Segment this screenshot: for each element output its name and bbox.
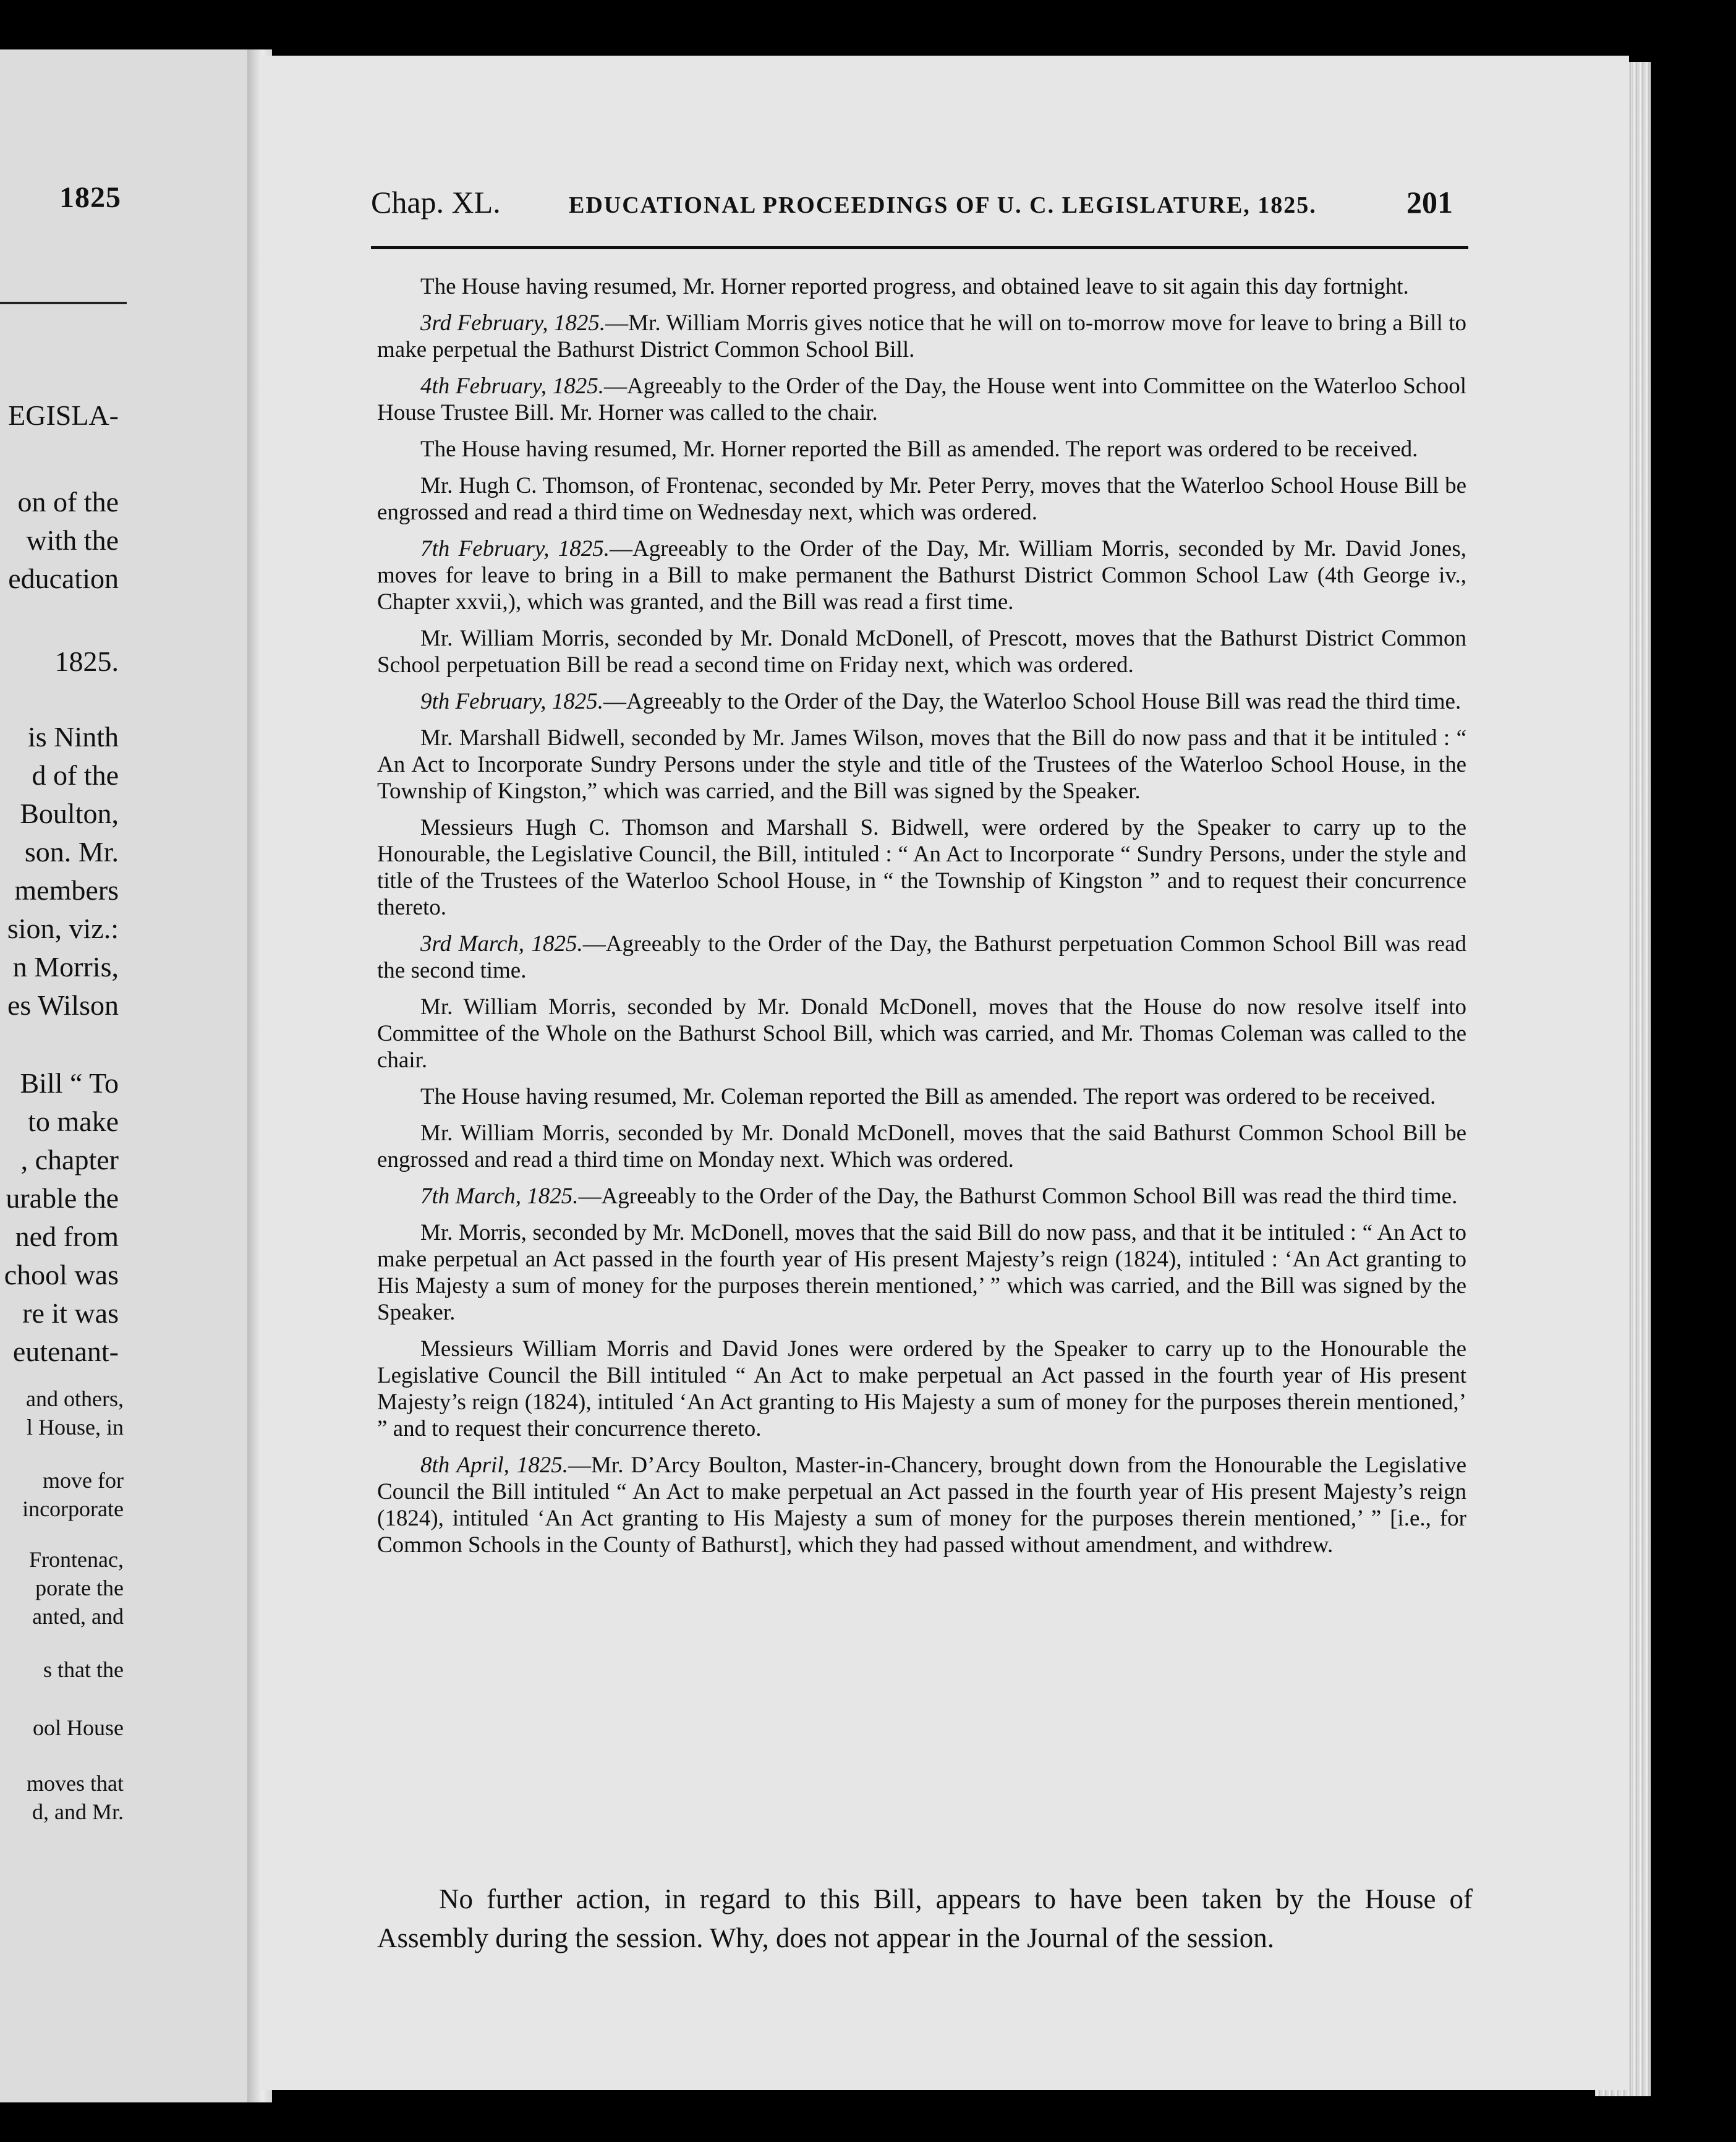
left-page-fragment: with the xyxy=(26,524,119,556)
left-page-year: 1825 xyxy=(59,181,121,214)
journal-entry xyxy=(377,1120,1466,1173)
entry-text: —Agreeably to the Order of the Day, the Waterloo School House Bill was read the third time. xyxy=(603,689,1462,714)
left-page-fragment: anted, and xyxy=(32,1604,124,1629)
left-page-fragment: Frontenac, xyxy=(29,1547,124,1572)
left-page-fragment: moves that xyxy=(27,1771,124,1796)
body-text xyxy=(377,273,1466,1568)
left-page-fragment: members xyxy=(14,874,119,906)
left-page-fragment: and others, xyxy=(26,1386,124,1411)
journal-entry xyxy=(377,994,1466,1073)
left-page-fragment: porate the xyxy=(35,1576,124,1600)
journal-entry xyxy=(377,273,1466,300)
entry-text: Messieurs William Morris and David Jones were ordered by the Speaker to carry up to the Honourable the Legislative Council the Bill intituled “ An Act to make perpetual an Act passed in the fourth year of His present Majesty’s reign (1824), intituled ‘An Act granting to His Majesty a sum of money for the purposes therein mentioned,’ ” and to request their concurrence thereto. xyxy=(377,1336,1466,1441)
journal-entry xyxy=(377,1336,1466,1442)
left-page-fragment: Bill “ To xyxy=(20,1067,119,1099)
left-page-fragment: l House, in xyxy=(27,1415,124,1440)
entry-text: Mr. Hugh C. Thomson, of Frontenac, seconded by Mr. Peter Perry, moves that the Waterloo School House Bill be engrossed and read a third time on Wednesday next, which was ordered. xyxy=(377,473,1466,525)
left-page-fragment: EGISLA- xyxy=(8,399,119,431)
journal-entry xyxy=(377,931,1466,984)
journal-entry xyxy=(377,814,1466,921)
entry-date: 3rd March, 1825. xyxy=(420,931,583,957)
left-page-fragment: to make xyxy=(28,1106,119,1137)
entry-text: The House having resumed, Mr. Horner reported the Bill as amended. The report was ordered to be received. xyxy=(420,437,1418,462)
left-page-fragment: ned from xyxy=(15,1221,119,1252)
header-rule xyxy=(371,246,1468,249)
left-page-fragment: n Morris, xyxy=(12,951,119,983)
entry-text: Mr. William Morris, seconded by Mr. Donald McDonell, moves that the said Bathurst Common School Bill be engrossed and read a third time on Monday next. Which was ordered. xyxy=(377,1120,1466,1172)
entry-date: 7th February, 1825. xyxy=(420,536,610,561)
journal-entry xyxy=(377,536,1466,615)
left-page-fragment: education xyxy=(8,563,119,594)
journal-entry xyxy=(377,725,1466,804)
journal-entry xyxy=(377,1083,1466,1110)
left-page-fragment: 1825. xyxy=(54,646,119,677)
left-page-fragment: re it was xyxy=(22,1297,119,1329)
left-page-fragment: move for xyxy=(43,1468,124,1493)
entry-text: —Agreeably to the Order of the Day, Mr. William Morris, seconded by Mr. David Jones, moves for leave to bring in a Bill to make permanent the Bathurst District Common School Law (4th George iv., Chapter xxvii,), which was granted, and the Bill was read a first time. xyxy=(377,536,1467,615)
journal-entry xyxy=(377,1183,1466,1210)
left-page-fragment: chool was xyxy=(4,1259,119,1291)
entry-text: —Agreeably to the Order of the Day, the Bathurst Common School Bill was read the third time. xyxy=(578,1184,1458,1209)
journal-entry xyxy=(377,472,1466,526)
journal-entry xyxy=(377,373,1466,426)
journal-entry xyxy=(377,1219,1466,1326)
left-page-fragment: d, and Mr. xyxy=(32,1799,124,1824)
left-page-fragment: incorporate xyxy=(22,1496,124,1521)
journal-entry xyxy=(377,310,1466,363)
entry-date: 3rd February, 1825. xyxy=(420,310,606,336)
entry-date: 9th February, 1825. xyxy=(420,689,603,714)
entry-text: Messieurs Hugh C. Thomson and Marshall S. Bidwell, were ordered by the Speaker to carry up to the Honourable, the Legislative Council, the Bill, intituled : “ An Act to Incorporate “ Sundry Persons, under the style and title of the Trustees of the Waterloo School House, in “ the Township of Kingston ” and to request their concurrence thereto. xyxy=(377,815,1466,920)
page-number: 201 xyxy=(1406,185,1453,220)
entry-text: —Agreeably to the Order of the Day, the Bathurst perpetuation Common School Bill was read the second time. xyxy=(377,931,1467,983)
chapter-label: Chap. XL. xyxy=(371,185,501,220)
left-page-fragment: ool House xyxy=(33,1715,124,1740)
journal-entry xyxy=(377,436,1466,463)
entry-date: 7th March, 1825. xyxy=(420,1184,579,1209)
entry-text: —Agreeably to the Order of the Day, the House went into Committee on the Waterloo School House Trustee Bill. Mr. Horner was called to the chair. xyxy=(377,373,1467,425)
journal-entry xyxy=(377,625,1466,678)
left-header-rule xyxy=(0,302,127,304)
left-page-fragment: es Wilson xyxy=(7,989,119,1021)
entry-text: Mr. William Morris, seconded by Mr. Donald McDonell, moves that the House do now resolve itself into Committee of the Whole on the Bathurst School Bill, which was carried, and Mr. Thomas Coleman was called to the chair. xyxy=(377,994,1466,1073)
left-page-fragment: , chapter xyxy=(20,1144,119,1176)
left-page-fragment: d of the xyxy=(32,759,119,791)
left-page-fragment: urable the xyxy=(6,1182,119,1214)
journal-entry xyxy=(377,688,1466,715)
facing-page-left xyxy=(0,49,260,2102)
entry-date: 4th February, 1825. xyxy=(420,373,605,399)
main-page xyxy=(260,56,1629,2090)
left-page-fragment: sion, viz.: xyxy=(7,913,119,944)
left-page-fragment: Boulton, xyxy=(20,798,119,829)
closing-note xyxy=(377,1880,1473,1958)
left-page-fragment: on of the xyxy=(17,486,119,518)
running-title: EDUCATIONAL PROCEEDINGS OF U. C. LEGISLATURE, 1825. xyxy=(569,192,1317,218)
entry-text: The House having resumed, Mr. Horner reported progress, and obtained leave to sit again this day fortnight. xyxy=(420,274,1409,299)
left-page-fragment: s that the xyxy=(43,1657,124,1682)
entry-text: Mr. William Morris, seconded by Mr. Donald McDonell, of Prescott, moves that the Bathurst District Common School perpetuation Bill be read a second time on Friday next, which was ordered. xyxy=(377,626,1466,678)
entry-text: Mr. Morris, seconded by Mr. McDonell, moves that the said Bill do now pass, and that it be intituled : “ An Act to make perpetual an Act passed in the fourth year of His present Majesty’s reign (1824), intituled : ‘An Act granting to His Majesty a sum of money for the purposes therein mentioned,’ ” which was carried, and the Bill was signed by the Speaker. xyxy=(377,1220,1466,1325)
entry-date: 8th April, 1825. xyxy=(420,1453,569,1478)
left-page-fragment: son. Mr. xyxy=(24,836,119,868)
closing-paragraph: No further action, in regard to this Bill, appears to have been taken by the House of Assembly during the session. Why, does not appear in the Journal of the session. xyxy=(377,1884,1473,1953)
left-page-fragment: eutenant- xyxy=(12,1336,119,1367)
entry-text: —Mr. D’Arcy Boulton, Master-in-Chancery, brought down from the Honourable the Legislative Council the Bill intituled “ An Act to make perpetual an Act passed in the fourth year of His present Majesty’s reign (1824), intituled ‘An Act granting to His Majesty a sum of money for the purposes therein mentioned,’ ” [i.e., for Common Schools in the County of Bathurst], which they had passed without amendment, and withdrew. xyxy=(377,1453,1466,1558)
entry-text: Mr. Marshall Bidwell, seconded by Mr. James Wilson, moves that the Bill do now pass and that it be intituled : “ An Act to Incorporate Sundry Persons under the style and title of the Trustees of the Waterloo School House, in the Township of Kingston,” which was carried, and the Bill was signed by the Speaker. xyxy=(377,725,1466,804)
entry-text: —Mr. William Morris gives notice that he will on to-morrow move for leave to bring a Bill to make perpetual the Bathurst District Common School Bill. xyxy=(377,310,1466,362)
left-page-fragment: is Ninth xyxy=(28,721,119,753)
entry-text: The House having resumed, Mr. Coleman reported the Bill as amended. The report was ordered to be received. xyxy=(420,1084,1436,1109)
journal-entry xyxy=(377,1452,1466,1558)
